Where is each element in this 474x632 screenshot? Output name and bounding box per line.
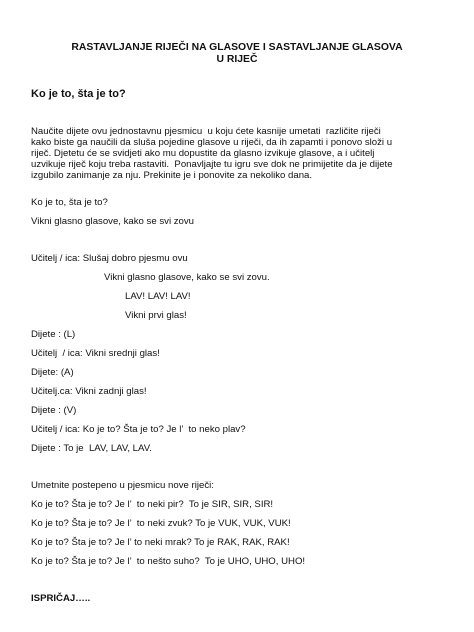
dialogue-line-7: Dijete: (A): [31, 367, 74, 378]
intro-line-4: uzvikuje riječ koju treba rastaviti. Ponavljajte tu igru sve dok ne primijetite da je dijete: [31, 159, 393, 170]
instruction-line: Umetnite postepeno u pjesmicu nove riječi:: [31, 480, 214, 491]
section-heading: Ko je to, šta je to?: [31, 88, 126, 100]
dialogue-line-2: Vikni glasno glasove, kako se svi zovu.: [104, 272, 270, 283]
dialogue-line-8: Učitelj.ca: Vikni zadnji glas!: [31, 386, 147, 397]
intro-line-1: Naučite dijete ovu jednostavnu pjesmicu u koju ćete kasnije umetati različite riječi: [31, 126, 381, 137]
dialogue-line-5: Dijete : (L): [31, 329, 76, 340]
intro-line-2: kako biste ga naučili da sluša pojedine glasove u riječi, da ih zapamti i ponovo složi u: [31, 137, 393, 148]
intro-line-3: riječ. Djetetu će se svidjeti ako mu dopustite da glasno izvikuje glasove, a i učitelj: [31, 148, 375, 159]
dialogue-line-6: Učitelj / ica: Vikni srednji glas!: [31, 348, 160, 359]
document-title-line-2: U RIJEČ: [216, 54, 258, 65]
document-title-line-1: RASTAVLJANJE RIJEČI NA GLASOVE I SASTAVLJANJE GLASOVA: [71, 42, 403, 53]
dialogue-line-4: Vikni prvi glas!: [125, 310, 187, 321]
closing-line: ISPRIČAJ…..: [31, 593, 91, 604]
intro-line-5: izgubilo zanimanje za nju. Prekinite je i ponovite za nekoliko dana.: [31, 170, 313, 181]
song-line-2: Vikni glasno glasove, kako se svi zovu: [31, 216, 195, 227]
example-line-2: Ko je to? Šta je to? Je l’ to neki zvuk? To je VUK, VUK, VUK!: [31, 518, 291, 529]
example-line-3: Ko je to? Šta je to? Je l’ to neki mrak? To je RAK, RAK, RAK!: [31, 537, 290, 548]
dialogue-line-1: Učitelj / ica: Slušaj dobro pjesmu ovu: [31, 253, 188, 264]
example-line-1: Ko je to? Šta je to? Je l’ to neki pir? To je SIR, SIR, SIR!: [31, 499, 274, 510]
dialogue-line-3: LAV! LAV! LAV!: [125, 291, 191, 302]
song-line-1: Ko je to, šta je to?: [31, 197, 108, 208]
dialogue-line-11: Dijete : To je LAV, LAV, LAV.: [31, 443, 152, 454]
example-line-4: Ko je to? Šta je to? Je l’ to nešto suho? To je UHO, UHO, UHO!: [31, 556, 306, 567]
dialogue-line-9: Dijete : (V): [31, 405, 77, 416]
dialogue-line-10: Učitelj / ica: Ko je to? Šta je to? Je l’ to neko plav?: [31, 424, 246, 435]
